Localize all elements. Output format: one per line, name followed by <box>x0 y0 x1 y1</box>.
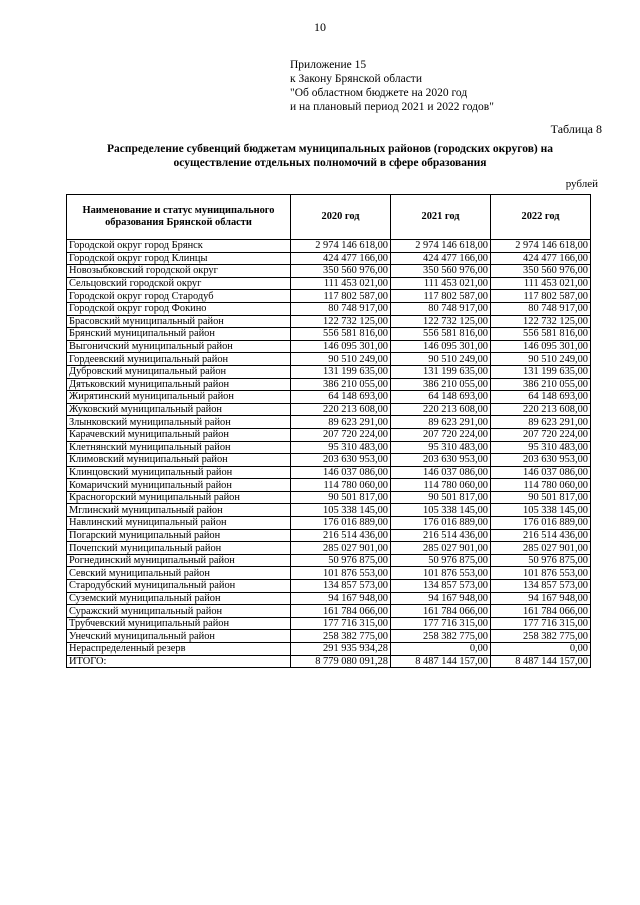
cell-2022: 2 974 146 618,00 <box>491 240 591 253</box>
cell-municipality: Злынковский муниципальный район <box>67 416 291 429</box>
cell-2020: 177 716 315,00 <box>291 617 391 630</box>
title-line-1: Распределение субвенций бюджетам муниципальных районов (городских округов) на <box>106 143 553 155</box>
table-row <box>67 252 591 265</box>
cell-2020: 386 210 055,00 <box>291 378 391 391</box>
cell-2020: 8 779 080 091,28 <box>291 655 391 668</box>
cell-municipality: Дубровский муниципальный район <box>67 365 291 378</box>
cell-2020: 117 802 587,00 <box>291 290 391 303</box>
cell-2020: 556 581 816,00 <box>291 328 391 341</box>
cell-municipality: Городской округ город Фокино <box>67 302 291 315</box>
cell-2020: 146 095 301,00 <box>291 340 391 353</box>
cell-2021: 424 477 166,00 <box>391 252 491 265</box>
cell-2022: 117 802 587,00 <box>491 290 591 303</box>
cell-2022: 50 976 875,00 <box>491 554 591 567</box>
table-row <box>67 643 591 656</box>
cell-municipality: Брасовский муниципальный район <box>67 315 291 328</box>
cell-municipality: Карачевский муниципальный район <box>67 428 291 441</box>
appendix-reference <box>290 58 494 114</box>
table-row <box>67 403 591 416</box>
table-row <box>67 353 591 366</box>
cell-municipality: Дятьковский муниципальный район <box>67 378 291 391</box>
cell-2021: 89 623 291,00 <box>391 416 491 429</box>
cell-2022: 350 560 976,00 <box>491 265 591 278</box>
appendix-line-2: к Закону Брянской области <box>290 73 422 85</box>
cell-2022: 0,00 <box>491 643 591 656</box>
cell-2020: 285 027 901,00 <box>291 542 391 555</box>
table-row <box>67 617 591 630</box>
cell-2022: 161 784 066,00 <box>491 605 591 618</box>
cell-municipality: Мглинский муниципальный район <box>67 504 291 517</box>
table-row <box>67 240 591 253</box>
table-row <box>67 454 591 467</box>
cell-2020: 95 310 483,00 <box>291 441 391 454</box>
cell-2021: 161 784 066,00 <box>391 605 491 618</box>
table-row <box>67 428 591 441</box>
cell-2021: 146 037 086,00 <box>391 466 491 479</box>
cell-2021: 146 095 301,00 <box>391 340 491 353</box>
cell-2021: 95 310 483,00 <box>391 441 491 454</box>
cell-2022: 146 037 086,00 <box>491 466 591 479</box>
cell-2020: 90 510 249,00 <box>291 353 391 366</box>
cell-2022: 131 199 635,00 <box>491 365 591 378</box>
cell-2020: 64 148 693,00 <box>291 391 391 404</box>
cell-2022: 8 487 144 157,00 <box>491 655 591 668</box>
cell-2021: 90 501 817,00 <box>391 491 491 504</box>
cell-2022: 556 581 816,00 <box>491 328 591 341</box>
cell-2020: 216 514 436,00 <box>291 529 391 542</box>
cell-2021: 176 016 889,00 <box>391 517 491 530</box>
page-number: 10 <box>314 20 326 34</box>
table-row <box>67 441 591 454</box>
appendix-line-1: Приложение 15 <box>290 59 367 71</box>
cell-municipality: Стародубский муниципальный район <box>67 580 291 593</box>
cell-2021: 258 382 775,00 <box>391 630 491 643</box>
cell-municipality: Жуковский муниципальный район <box>67 403 291 416</box>
cell-municipality: Комаричский муниципальный район <box>67 479 291 492</box>
cell-2022: 386 210 055,00 <box>491 378 591 391</box>
table-row <box>67 554 591 567</box>
appendix-line-4: и на плановый период 2021 и 2022 годов" <box>290 101 494 113</box>
table-row <box>67 580 591 593</box>
cell-2021: 177 716 315,00 <box>391 617 491 630</box>
cell-2021: 285 027 901,00 <box>391 542 491 555</box>
cell-2022: 122 732 125,00 <box>491 315 591 328</box>
table-row <box>67 378 591 391</box>
cell-2021: 386 210 055,00 <box>391 378 491 391</box>
cell-municipality: Навлинский муниципальный район <box>67 517 291 530</box>
table-row <box>67 567 591 580</box>
table-row <box>67 391 591 404</box>
cell-municipality: Сельцовский городской округ <box>67 277 291 290</box>
cell-2022: 89 623 291,00 <box>491 416 591 429</box>
cell-2022: 90 510 249,00 <box>491 353 591 366</box>
cell-2020: 131 199 635,00 <box>291 365 391 378</box>
table-row <box>67 302 591 315</box>
cell-2021: 131 199 635,00 <box>391 365 491 378</box>
cell-2020: 80 748 917,00 <box>291 302 391 315</box>
cell-2020: 258 382 775,00 <box>291 630 391 643</box>
cell-2022: 80 748 917,00 <box>491 302 591 315</box>
header-municipality: Наименование и статус муниципального образования Брянской области <box>67 195 291 240</box>
table-row <box>67 365 591 378</box>
cell-municipality: Красногорский муниципальный район <box>67 491 291 504</box>
cell-2020: 220 213 608,00 <box>291 403 391 416</box>
cell-2021: 2 974 146 618,00 <box>391 240 491 253</box>
cell-2022: 285 027 901,00 <box>491 542 591 555</box>
cell-2020: 114 780 060,00 <box>291 479 391 492</box>
cell-2021: 220 213 608,00 <box>391 403 491 416</box>
table-row <box>67 504 591 517</box>
cell-2021: 122 732 125,00 <box>391 315 491 328</box>
cell-2020: 50 976 875,00 <box>291 554 391 567</box>
cell-2020: 424 477 166,00 <box>291 252 391 265</box>
cell-2021: 94 167 948,00 <box>391 592 491 605</box>
cell-2021: 111 453 021,00 <box>391 277 491 290</box>
table-header-row <box>67 195 591 240</box>
cell-2021: 114 780 060,00 <box>391 479 491 492</box>
cell-2020: 161 784 066,00 <box>291 605 391 618</box>
cell-2021: 350 560 976,00 <box>391 265 491 278</box>
cell-2022: 111 453 021,00 <box>491 277 591 290</box>
cell-municipality: Городской округ город Брянск <box>67 240 291 253</box>
cell-2022: 114 780 060,00 <box>491 479 591 492</box>
table-row <box>67 277 591 290</box>
cell-2021: 0,00 <box>391 643 491 656</box>
document-title <box>70 142 590 170</box>
cell-2022: 64 148 693,00 <box>491 391 591 404</box>
table-label: Таблица 8 <box>550 122 602 136</box>
cell-municipality: Нераспределенный резерв <box>67 643 291 656</box>
cell-2021: 64 148 693,00 <box>391 391 491 404</box>
cell-2020: 90 501 817,00 <box>291 491 391 504</box>
cell-municipality: Клетнянский муниципальный район <box>67 441 291 454</box>
cell-municipality: Севский муниципальный район <box>67 567 291 580</box>
header-2022: 2022 год <box>491 195 591 240</box>
cell-2022: 95 310 483,00 <box>491 441 591 454</box>
cell-2022: 146 095 301,00 <box>491 340 591 353</box>
cell-2020: 207 720 224,00 <box>291 428 391 441</box>
cell-2021: 216 514 436,00 <box>391 529 491 542</box>
cell-2021: 556 581 816,00 <box>391 328 491 341</box>
cell-2020: 111 453 021,00 <box>291 277 391 290</box>
cell-municipality: Городской округ город Клинцы <box>67 252 291 265</box>
cell-2022: 207 720 224,00 <box>491 428 591 441</box>
cell-2022: 424 477 166,00 <box>491 252 591 265</box>
cell-2021: 117 802 587,00 <box>391 290 491 303</box>
cell-2020: 134 857 573,00 <box>291 580 391 593</box>
cell-municipality: ИТОГО: <box>67 655 291 668</box>
cell-2022: 134 857 573,00 <box>491 580 591 593</box>
table-body <box>67 240 591 668</box>
cell-municipality: Унечский муниципальный район <box>67 630 291 643</box>
cell-2022: 101 876 553,00 <box>491 567 591 580</box>
cell-2020: 350 560 976,00 <box>291 265 391 278</box>
table-row <box>67 466 591 479</box>
cell-2020: 122 732 125,00 <box>291 315 391 328</box>
table-row <box>67 630 591 643</box>
table-row <box>67 265 591 278</box>
cell-2021: 105 338 145,00 <box>391 504 491 517</box>
table-row <box>67 328 591 341</box>
cell-2020: 291 935 934,28 <box>291 643 391 656</box>
cell-2021: 134 857 573,00 <box>391 580 491 593</box>
cell-2021: 8 487 144 157,00 <box>391 655 491 668</box>
cell-2021: 90 510 249,00 <box>391 353 491 366</box>
units-label: рублей <box>565 178 598 190</box>
table-row <box>67 315 591 328</box>
cell-2021: 101 876 553,00 <box>391 567 491 580</box>
cell-2022: 176 016 889,00 <box>491 517 591 530</box>
cell-municipality: Городской округ город Стародуб <box>67 290 291 303</box>
cell-2020: 176 016 889,00 <box>291 517 391 530</box>
cell-municipality: Выгоничский муниципальный район <box>67 340 291 353</box>
cell-2020: 89 623 291,00 <box>291 416 391 429</box>
table-row <box>67 290 591 303</box>
table-row <box>67 655 591 668</box>
table-row <box>67 592 591 605</box>
title-line-2: осуществление отдельных полномочий в сфере образования <box>173 157 487 169</box>
table-row <box>67 491 591 504</box>
cell-municipality: Погарский муниципальный район <box>67 529 291 542</box>
cell-2021: 207 720 224,00 <box>391 428 491 441</box>
cell-2022: 258 382 775,00 <box>491 630 591 643</box>
cell-2020: 203 630 953,00 <box>291 454 391 467</box>
cell-municipality: Брянский муниципальный район <box>67 328 291 341</box>
cell-2021: 203 630 953,00 <box>391 454 491 467</box>
cell-2022: 105 338 145,00 <box>491 504 591 517</box>
cell-2022: 216 514 436,00 <box>491 529 591 542</box>
table-row <box>67 605 591 618</box>
subventions-table <box>66 194 591 668</box>
cell-2022: 90 501 817,00 <box>491 491 591 504</box>
cell-2022: 203 630 953,00 <box>491 454 591 467</box>
table-row <box>67 542 591 555</box>
table-row <box>67 416 591 429</box>
cell-2020: 146 037 086,00 <box>291 466 391 479</box>
cell-2022: 177 716 315,00 <box>491 617 591 630</box>
cell-municipality: Климовский муниципальный район <box>67 454 291 467</box>
cell-municipality: Трубчевский муниципальный район <box>67 617 291 630</box>
cell-municipality: Суземский муниципальный район <box>67 592 291 605</box>
cell-municipality: Новозыбковский городской округ <box>67 265 291 278</box>
cell-municipality: Суражский муниципальный район <box>67 605 291 618</box>
header-2021: 2021 год <box>391 195 491 240</box>
cell-municipality: Клинцовский муниципальный район <box>67 466 291 479</box>
cell-2021: 80 748 917,00 <box>391 302 491 315</box>
table-row <box>67 340 591 353</box>
cell-2020: 101 876 553,00 <box>291 567 391 580</box>
cell-municipality: Почепский муниципальный район <box>67 542 291 555</box>
table-row <box>67 517 591 530</box>
cell-2020: 105 338 145,00 <box>291 504 391 517</box>
table-row <box>67 529 591 542</box>
cell-2022: 94 167 948,00 <box>491 592 591 605</box>
cell-2020: 2 974 146 618,00 <box>291 240 391 253</box>
table-row <box>67 479 591 492</box>
header-2020: 2020 год <box>291 195 391 240</box>
appendix-line-3: "Об областном бюджете на 2020 год <box>290 87 468 99</box>
cell-municipality: Рогнединский муниципальный район <box>67 554 291 567</box>
cell-2020: 94 167 948,00 <box>291 592 391 605</box>
cell-municipality: Жирятинский муниципальный район <box>67 391 291 404</box>
cell-2021: 50 976 875,00 <box>391 554 491 567</box>
cell-municipality: Гордеевский муниципальный район <box>67 353 291 366</box>
cell-2022: 220 213 608,00 <box>491 403 591 416</box>
